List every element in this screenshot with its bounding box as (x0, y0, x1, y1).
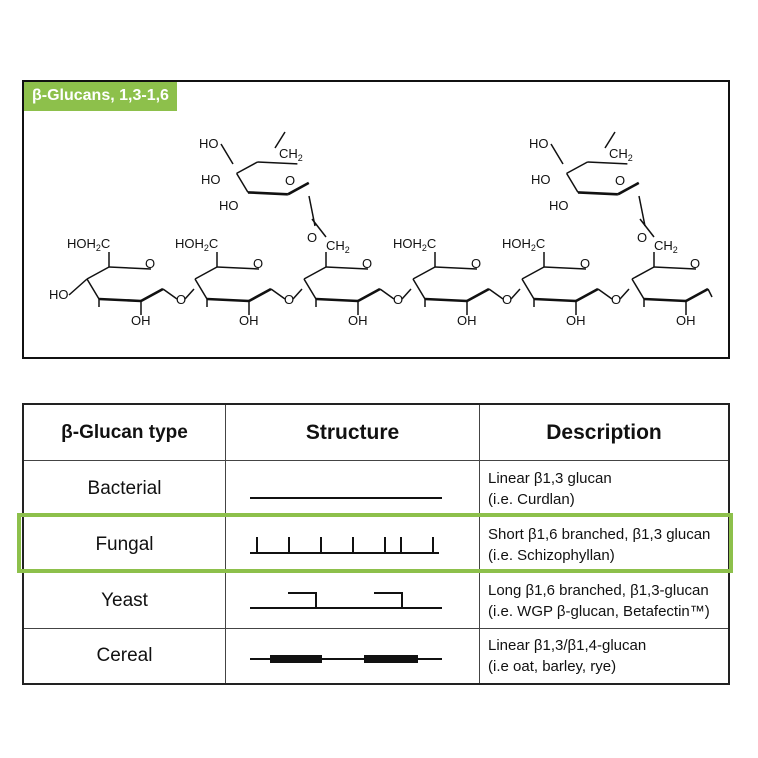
glycosidic-oxygen-label: O (284, 292, 295, 307)
desc-line-1: Linear β1,3 glucan (488, 469, 612, 487)
header-structure: Structure (305, 420, 400, 444)
bond-line (358, 289, 380, 301)
bond-line (551, 144, 563, 164)
bond-line (271, 289, 285, 299)
bond-line (467, 289, 489, 301)
bond-line (237, 162, 258, 173)
hydroxymethyl-label: $HOH_2C$ (67, 236, 111, 253)
glycosidic-oxygen-label: O (502, 292, 513, 307)
desc-line-2: (i.e. WGP β-glucan, Betafectin™) (488, 602, 710, 620)
bond-line (708, 289, 712, 297)
hydroxyl-label: HO (49, 287, 69, 302)
hydroxyl-label: OH (348, 313, 368, 328)
bond-line (425, 299, 467, 301)
table-row (24, 573, 728, 629)
ring-oxygen-label: O (615, 173, 626, 188)
bond-line (316, 299, 358, 301)
structure-bacterial (226, 461, 480, 516)
bond-line (195, 279, 207, 299)
desc-line-1: Short β1,6 branched, β1,3 glucan (488, 525, 711, 543)
bond-line (258, 162, 298, 164)
bond-line (534, 299, 576, 301)
hydroxyl-label: HO (219, 198, 239, 213)
ring-oxygen-label: O (471, 256, 482, 271)
desc-yeast (480, 573, 728, 628)
glycosidic-oxygen-label: O (176, 292, 187, 307)
type-yeast: Yeast (24, 573, 226, 628)
bond-line (99, 299, 141, 301)
glucan-molecule-diagram (24, 82, 728, 357)
bond-line (567, 162, 588, 173)
type-cereal: Cereal (24, 629, 226, 683)
bond-line (248, 192, 288, 194)
hydroxymethyl-label: $HOH_2C$ (502, 236, 546, 253)
hydroxyl-label: HO (199, 136, 219, 151)
mixed-linkage-chain-icon (226, 629, 480, 683)
bond-line (380, 289, 394, 299)
structure-yeast (226, 573, 480, 628)
table-header-row (24, 405, 728, 461)
desc-fungal (480, 517, 728, 572)
short-branched-chain-icon (226, 517, 480, 573)
bond-line (309, 196, 315, 226)
ring-oxygen-label: O (690, 256, 701, 271)
glucan-type-table (22, 403, 730, 685)
bond-line (304, 279, 316, 299)
ring-oxygen-label: O (145, 256, 156, 271)
bond-line (632, 267, 654, 279)
methylene-label: $CH_2$ (609, 146, 633, 163)
hydroxyl-label: HO (549, 198, 569, 213)
glycosidic-oxygen-label: O (637, 230, 648, 245)
structure-fungal (226, 517, 480, 572)
glycosidic-oxygen-label: O (393, 292, 404, 307)
glucan-structure-panel (22, 80, 730, 359)
bond-line (644, 299, 686, 301)
bond-line (249, 289, 271, 301)
desc-bacterial (480, 461, 728, 516)
bond-line (620, 289, 629, 299)
desc-line-2: (i.e. Curdlan) (488, 490, 575, 508)
desc-line-1: Long β1,6 branched, β1,3-glucan (488, 581, 709, 599)
hydroxymethyl-label: $HOH_2C$ (175, 236, 219, 253)
bond-line (511, 289, 520, 299)
bond-line (237, 173, 248, 192)
ring-oxygen-label: O (253, 256, 264, 271)
desc-line-2: (i.e. Schizophyllan) (488, 546, 615, 564)
bond-line (402, 289, 411, 299)
ring-oxygen-label: O (580, 256, 591, 271)
hydroxyl-label: OH (566, 313, 586, 328)
bond-line (598, 289, 612, 299)
hydroxyl-label: HO (529, 136, 549, 151)
bond-line (588, 162, 628, 164)
bond-line (293, 289, 302, 299)
methylene-label: $CH_2$ (326, 238, 350, 255)
linear-chain-icon (226, 461, 480, 517)
hydroxyl-label: OH (457, 313, 477, 328)
desc-cereal (480, 629, 728, 683)
bond-line (207, 299, 249, 301)
hydroxymethyl-label: $HOH_2C$ (393, 236, 437, 253)
structure-badge: β-Glucans, 1,3-1,6 (24, 82, 177, 111)
methylene-label: $CH_2$ (654, 238, 678, 255)
desc-line-2: (i.e oat, barley, rye) (488, 658, 617, 675)
hydroxyl-label: HO (201, 172, 221, 187)
table-row (24, 629, 728, 683)
type-fungal: Fungal (24, 517, 226, 572)
bond-line (567, 173, 578, 192)
ring-oxygen-label: O (285, 173, 296, 188)
bond-line (87, 279, 99, 299)
bond-line (141, 289, 163, 301)
bond-line (413, 279, 425, 299)
bond-line (221, 144, 233, 164)
header-type: β-Glucan type (24, 405, 226, 460)
bond-line (304, 267, 326, 279)
bond-line (69, 279, 87, 295)
hydroxyl-label: OH (676, 313, 696, 328)
type-bacterial: Bacterial (24, 461, 226, 516)
glycosidic-oxygen-label: O (307, 230, 318, 245)
glycosidic-oxygen-label: O (611, 292, 622, 307)
hydroxyl-label: OH (239, 313, 259, 328)
ring-oxygen-label: O (362, 256, 373, 271)
desc-line-1: Linear β1,3/β1,4-glucan (488, 637, 647, 654)
bond-line (195, 267, 217, 279)
bond-line (413, 267, 435, 279)
structure-cereal (226, 629, 480, 683)
bond-line (163, 289, 177, 299)
header-description: Description (546, 421, 662, 444)
bond-line (87, 267, 109, 279)
bond-line (632, 279, 644, 299)
table-row (24, 461, 728, 517)
hydroxyl-label: OH (131, 313, 151, 328)
table-row (24, 517, 728, 573)
bond-line (686, 289, 708, 301)
header-structure-cell (226, 405, 480, 460)
methylene-label: $CH_2$ (279, 146, 303, 163)
bond-line (576, 289, 598, 301)
long-branched-chain-icon (226, 573, 480, 629)
bond-line (522, 267, 544, 279)
bond-line (578, 192, 618, 194)
bond-line (185, 289, 194, 299)
bond-line (522, 279, 534, 299)
bond-line (489, 289, 503, 299)
hydroxyl-label: HO (531, 172, 551, 187)
